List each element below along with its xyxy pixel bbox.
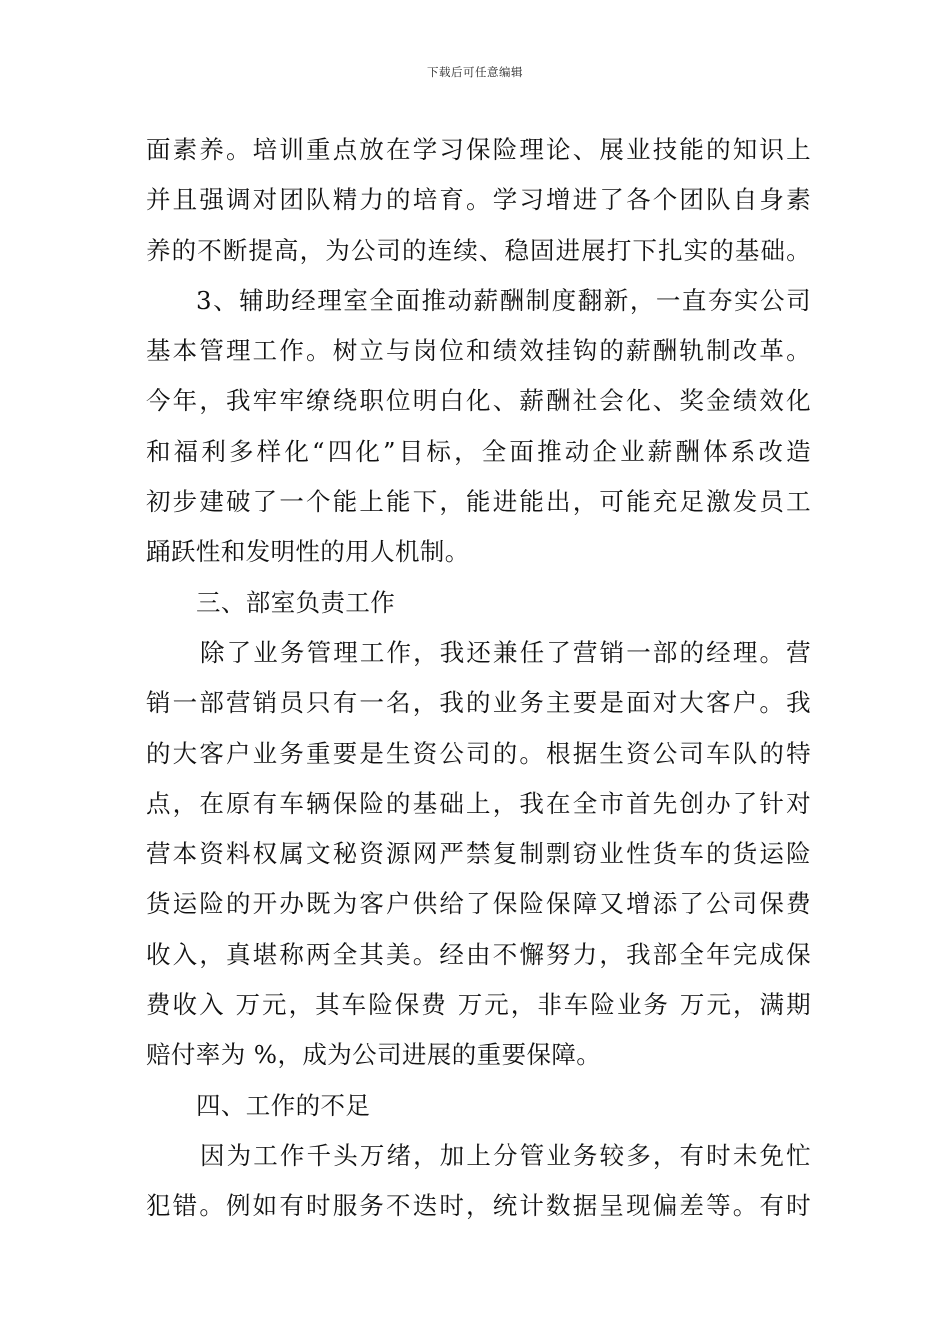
text-line: 养的不断提高，为公司的连续、稳固进展打下扎实的基础。 <box>146 235 811 265</box>
text-line: 除了业务管理工作，我还兼任了营销一部的经理。营 <box>200 637 811 667</box>
text-line: 营本资料权属文秘资源网严禁复制剽窃业性货车的货运险 <box>146 839 811 869</box>
text-line: 基本管理工作。树立与岗位和绩效挂钩的薪酬轨制改革。 <box>146 336 811 366</box>
section-heading: 四、工作的不足 <box>196 1090 371 1120</box>
text-line: 销一部营销员只有一名，我的业务主要是面对大客户。我 <box>146 688 811 718</box>
text-line: 3、辅助经理室全面推动薪酬制度翻新，一直夯实公司 <box>196 285 811 315</box>
text-line: 货运险的开办既为客户供给了保险保障又增添了公司保费 <box>146 889 811 919</box>
text-line: 点，在原有车辆保险的基础上，我在全市首先创办了针对 <box>146 788 811 818</box>
text-line: 的大客户业务重要是生资公司的。根据生资公司车队的特 <box>146 738 811 768</box>
text-line: 初步建破了一个能上能下，能进能出，可能充足激发员工 <box>146 487 811 517</box>
text-line: 费收入 万元，其车险保费 万元，非车险业务 万元，满期 <box>146 990 811 1020</box>
section-heading: 三、部室负责工作 <box>196 587 396 617</box>
text-line: 因为工作千头万绪，加上分管业务较多，有时未免忙 <box>200 1140 811 1170</box>
text-line: 踊跃性和发明性的用人机制。 <box>146 537 470 567</box>
text-line: 今年，我牢牢缭绕职位明白化、薪酬社会化、奖金绩效化 <box>146 386 811 416</box>
text-line: 犯错。例如有时服务不迭时，统计数据呈现偏差等。有时 <box>146 1191 811 1221</box>
text-line: 收入，真堪称两全其美。经由不懈努力，我部全年完成保 <box>146 939 811 969</box>
text-line: 和福利多样化“四化”目标，全面推动企业薪酬体系改造 <box>146 436 811 466</box>
text-line: 并且强调对团队精力的培育。学习增进了各个团队自身素 <box>146 185 811 215</box>
page-header: 下载后可任意编辑 <box>427 65 523 79</box>
text-line: 面素养。培训重点放在学习保险理论、展业技能的知识上 <box>146 135 811 164</box>
body-text <box>146 125 811 1232</box>
text-line: 赔付率为 %，成为公司进展的重要保障。 <box>146 1040 602 1070</box>
